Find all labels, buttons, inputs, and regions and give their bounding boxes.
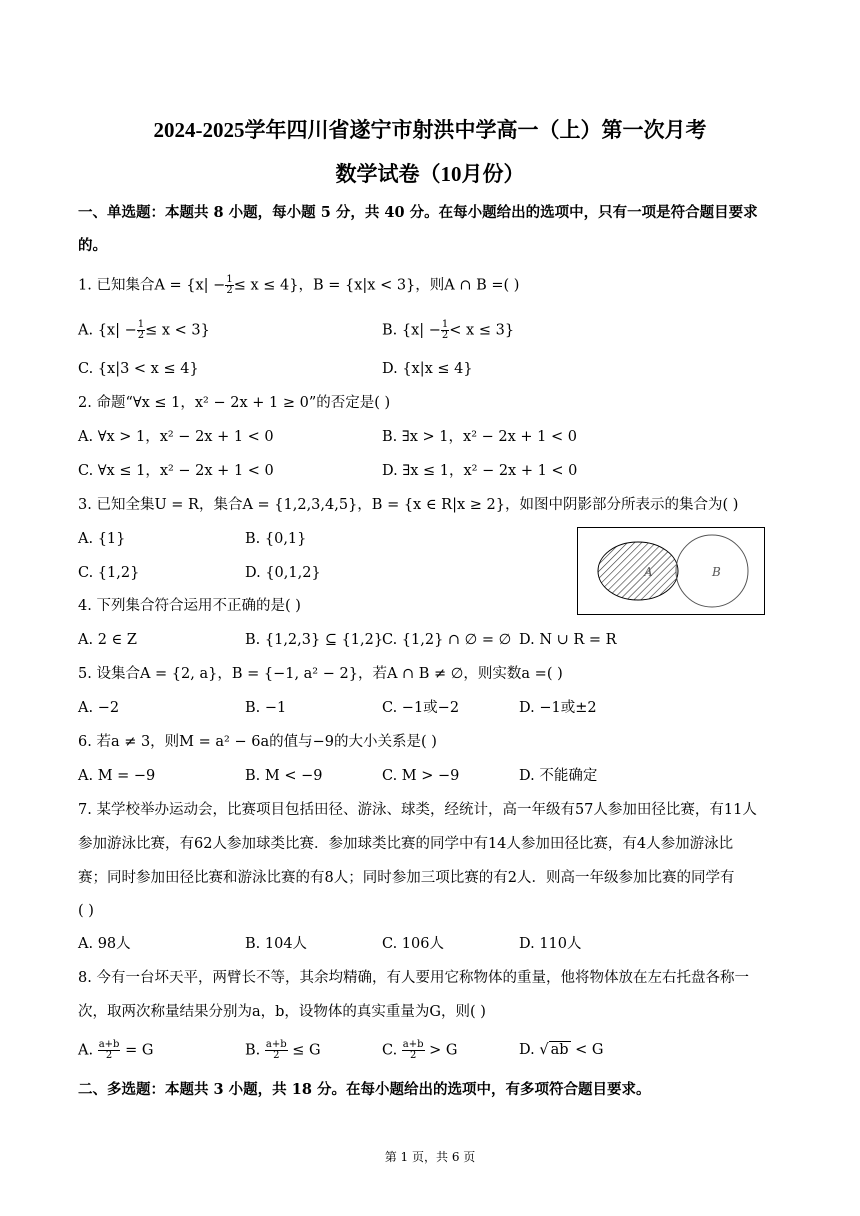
q2-option-b: B. ∃x > 1，x² − 2x + 1 < 0 bbox=[382, 429, 577, 445]
q5-option-b: B. −1 bbox=[245, 700, 287, 716]
q1-option-c: C. {x|3 < x ≤ 4} bbox=[78, 361, 199, 377]
q2-option-c: C. ∀x ≤ 1，x² − 2x + 1 < 0 bbox=[78, 463, 274, 479]
venn-diagram bbox=[577, 527, 765, 615]
q1-option-a: A. {x| − $\frac{1}{2}$ ≤ x < 3} bbox=[78, 319, 210, 341]
exam-title: 2024-2025学年四川省遂宁市射洪中学高一（上）第一次月考 bbox=[153, 118, 707, 142]
q5-option-d: D. −1或±2 bbox=[519, 700, 597, 716]
q3-option-c: C. {1,2} bbox=[78, 565, 140, 581]
venn-label-b: B bbox=[712, 565, 721, 579]
q8-option-a: A. $\frac{a+b}{2}$ = G bbox=[78, 1039, 154, 1061]
venn-label-a: A bbox=[644, 565, 653, 579]
q4-option-b: B. {1,2,3} ⊆ {1,2} bbox=[245, 632, 384, 648]
section2-heading: 二、多选题：本题共 3 小题，共 18 分。在每小题给出的选项中，有多项符合题目要求。 bbox=[78, 1081, 651, 1098]
section1-heading-cont: 的。 bbox=[78, 237, 107, 254]
q4-option-c: C. {1,2} ∩ ∅ = ∅ bbox=[382, 632, 512, 648]
q6-stem: 6. 若a ≠ 3，则M = a² − 6a的值与−9的大小关系是( ) bbox=[78, 734, 437, 750]
q8-stem-line1: 8. 今有一台坏天平，两臂长不等，其余均精确，有人要用它称物体的重量，他将物体放在左右托盘各称一 bbox=[78, 970, 749, 986]
q6-option-a: A. M = −9 bbox=[78, 768, 156, 784]
q2-option-a: A. ∀x > 1，x² − 2x + 1 < 0 bbox=[78, 429, 274, 445]
q5-stem: 5. 设集合A = {2, a}，B = {−1, a² − 2}，若A ∩ B ≠ ∅，则实数a =( ) bbox=[78, 666, 563, 682]
q8-option-b: B. $\frac{a+b}{2}$ ≤ G bbox=[245, 1039, 321, 1061]
exam-subtitle: 数学试卷（10月份） bbox=[335, 162, 525, 186]
q4-stem: 4. 下列集合符合运用不正确的是( ) bbox=[78, 598, 301, 614]
venn-diagram-svg bbox=[578, 528, 764, 614]
q7-option-b: B. 104人 bbox=[245, 936, 308, 952]
section1-heading: 一、单选题：本题共 8 小题，每小题 5 分，共 40 分。在每小题给出的选项中，只有一项是符合题目要求 bbox=[78, 204, 758, 221]
q2-option-d: D. ∃x ≤ 1，x² − 2x + 1 < 0 bbox=[382, 463, 578, 479]
q6-option-c: C. M > −9 bbox=[382, 768, 460, 784]
q4-option-d: D. N ∪ R = R bbox=[519, 632, 617, 648]
q7-stem-line1: 7. 某学校举办运动会，比赛项目包括田径、游泳、球类，经统计，高一年级有57人参加田径比赛，有11人 bbox=[78, 802, 757, 818]
page-footer: 第 1 页，共 6 页 bbox=[384, 1150, 476, 1164]
q1-stem: 1. 已知集合A = {x| − $\frac{1}{2}$ ≤ x ≤ 4}，B = {x|x < 3}，则A ∩ B =( ) bbox=[78, 274, 520, 296]
q4-option-a: A. 2 ∈ Z bbox=[78, 632, 137, 648]
q3-option-a: A. {1} bbox=[78, 531, 126, 547]
q8-stem-line2: 次，取两次称量结果分别为a，b，设物体的真实重量为G，则( ) bbox=[78, 1004, 486, 1020]
q3-stem: 3. 已知全集U = R，集合A = {1,2,3,4,5}，B = {x ∈ R|x ≥ 2}，如图中阴影部分所表示的集合为( ) bbox=[78, 497, 739, 513]
q1-option-d: D. {x|x ≤ 4} bbox=[382, 361, 473, 377]
q8-option-c: C. $\frac{a+b}{2}$ > G bbox=[382, 1039, 458, 1061]
q6-option-b: B. M < −9 bbox=[245, 768, 323, 784]
q7-stem-line3: 赛；同时参加田径比赛和游泳比赛的有8人；同时参加三项比赛的有2人．则高一年级参加比赛的同学有 bbox=[78, 870, 735, 886]
q5-option-c: C. −1或−2 bbox=[382, 700, 460, 716]
q7-option-a: A. 98人 bbox=[78, 936, 131, 952]
q7-option-d: D. 110人 bbox=[519, 936, 582, 952]
q7-stem-line4: ( ) bbox=[78, 903, 94, 919]
q2-stem: 2. 命题“∀x ≤ 1，x² − 2x + 1 ≥ 0”的否定是( ) bbox=[78, 395, 391, 411]
q6-option-d: D. 不能确定 bbox=[519, 768, 598, 784]
q7-stem-line2: 参加游泳比赛，有62人参加球类比赛．参加球类比赛的同学中有14人参加田径比赛，有4人参加游泳比 bbox=[78, 836, 734, 852]
q3-option-d: D. {0,1,2} bbox=[245, 565, 321, 581]
q8-option-d: D. √ ab < G bbox=[519, 1042, 604, 1058]
q7-option-c: C. 106人 bbox=[382, 936, 444, 952]
q1-option-b: B. {x| − $\frac{1}{2}$ < x ≤ 3} bbox=[382, 319, 515, 341]
q3-option-b: B. {0,1} bbox=[245, 531, 307, 547]
q5-option-a: A. −2 bbox=[78, 700, 120, 716]
